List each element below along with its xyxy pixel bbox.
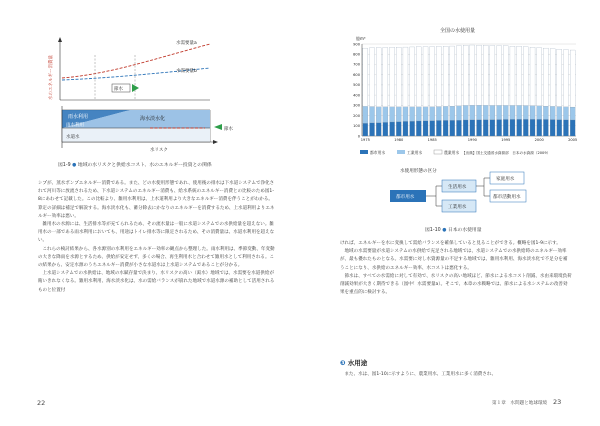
chart-bar-industry <box>470 105 475 120</box>
caption-text: 地域の水リスクと供給水コスト、水のエネルギー投資との関係 <box>77 163 212 168</box>
chart-bar-agri <box>463 45 468 105</box>
legend-swatch-city <box>360 150 368 154</box>
chart-bar-city <box>557 120 562 136</box>
right-paragraph-4: また、水は、図1-10に示すように、農業用水、工業用水に多く消費され、 <box>344 372 497 377</box>
chart-bar-city <box>503 119 508 136</box>
chart-bar-agri <box>443 46 448 106</box>
chart-bar-industry <box>416 107 421 121</box>
diagram-title: 水使用形態の区分 <box>400 169 437 174</box>
chart-bar-industry <box>477 105 482 120</box>
node-mid-bottom-label: 工業用水 <box>448 205 467 210</box>
chart-bar-agri <box>530 47 535 105</box>
right-save-arrow <box>214 124 222 130</box>
chart-bar-city <box>363 123 368 136</box>
chart-bar-city <box>450 120 455 136</box>
chart-bar-industry <box>503 105 508 119</box>
chart-bar-city <box>410 121 415 136</box>
chart-bar-agri <box>510 46 515 105</box>
x-axis-label: 水リスク <box>150 148 168 153</box>
chart-bar-industry <box>537 106 542 119</box>
chart-bar-industry <box>396 107 401 122</box>
chart-bar-city <box>570 120 575 136</box>
node-mid-top-label: 生活用水 <box>448 185 467 190</box>
chart-x-tick-label: 1990 <box>467 138 477 142</box>
chart-bar-city <box>436 120 441 136</box>
right-save-label: 節水 <box>224 127 233 132</box>
chart-bar-city <box>563 120 568 136</box>
chart-bar-industry <box>456 106 461 120</box>
caption-bullet-icon: ● <box>72 163 77 168</box>
lower-label-tap: 水道水 <box>66 135 80 140</box>
chart-x-tick-label: 1980 <box>394 138 404 142</box>
section-heading <box>340 358 367 367</box>
chart-bar-industry <box>383 107 388 123</box>
right-paragraph-1: ければ、エネルギーを水に変換して需給バランスを確保していると見ることができる。概略を図1-9に示す。 <box>340 241 561 246</box>
chart-bar-city <box>403 121 408 136</box>
caption-text: 日本の水使用量 <box>447 228 482 233</box>
chart-bar-city <box>383 122 388 136</box>
chart-y-ticks <box>353 42 361 138</box>
chart-bar-industry <box>570 107 575 120</box>
chart-bar-city <box>416 121 421 136</box>
chart-bar-agri <box>497 46 502 106</box>
chart-bar-industry <box>436 107 441 121</box>
legend-swatch-industry <box>397 150 405 154</box>
chart-bar-city <box>443 120 448 136</box>
chart-bar-industry <box>443 106 448 120</box>
demand-a-label: 水需要量a <box>176 41 197 46</box>
chart-y-tick-label: 200 <box>353 113 360 118</box>
demand-b-label: 水需要量b <box>176 69 197 74</box>
chart-bar-city <box>497 120 502 136</box>
chart-bar-industry <box>490 105 495 119</box>
chart-bar-agri <box>410 47 415 107</box>
chart-bar-city <box>470 120 475 136</box>
caption-fig-number: 図1-10 <box>425 228 441 233</box>
chart-bar-city <box>523 119 528 136</box>
chart-bar-agri <box>436 46 441 106</box>
chart-bar-agri <box>517 46 522 105</box>
left-body-text <box>38 180 276 295</box>
chart-bar-industry <box>403 107 408 122</box>
save-label: 節水 <box>114 87 123 92</box>
chart-bar-agri <box>416 47 421 107</box>
chart-bar-city <box>543 119 548 136</box>
chart-bar-agri <box>390 47 395 106</box>
chart-bar-industry <box>543 106 548 119</box>
right-last-paragraph <box>340 371 572 379</box>
left-page-number: 22 <box>37 399 46 407</box>
chart-bar-agri <box>456 46 461 106</box>
chart-bar-industry <box>376 107 381 123</box>
chart-bar-agri <box>503 46 508 106</box>
chart-bar-agri <box>423 47 428 107</box>
chart-y-tick-label: 300 <box>353 103 360 108</box>
chart-bar-agri <box>383 48 388 107</box>
chart-bar-industry <box>370 107 375 123</box>
chart-bar-industry <box>483 105 488 119</box>
node-leaf-top-label: 家庭用水 <box>496 177 515 182</box>
lower-x-arrow <box>213 140 218 144</box>
chart-bar-industry <box>563 107 568 120</box>
chart-source: 【出典】国土交通省水資源部 日本の水資源（2009） <box>462 151 551 155</box>
chart-legend <box>360 150 550 155</box>
chart-bar-industry <box>523 106 528 120</box>
chart-bar-agri <box>543 48 548 106</box>
chart-bar-agri <box>403 47 408 107</box>
chart-x-tick-label: 1985 <box>427 138 437 142</box>
chart-bars <box>363 45 575 136</box>
water-usage-chart <box>300 0 600 174</box>
right-page <box>300 0 600 426</box>
chart-bar-agri <box>537 48 542 106</box>
chart-bar-industry <box>423 107 428 121</box>
chart-bar-agri <box>483 45 488 105</box>
chart-x-tick-label: 1975 <box>360 138 370 142</box>
chart-bar-city <box>430 121 435 136</box>
figure-1-9 <box>0 0 300 175</box>
chart-bar-city <box>396 122 401 136</box>
legend-label-city: 都市用水 <box>370 150 386 155</box>
chart-y-tick-label: 0 <box>357 134 360 139</box>
chart-bar-city <box>376 123 381 136</box>
caption-fig-number: 図1-9 <box>58 163 71 168</box>
right-page-number: 23 <box>553 398 562 406</box>
chart-y-tick-label: 400 <box>353 93 360 98</box>
chart-bar-city <box>483 120 488 136</box>
chart-y-tick-label: 500 <box>353 83 360 88</box>
chart-y-tick-label: 600 <box>353 72 360 77</box>
legend-label-industry: 工業用水 <box>407 150 423 155</box>
chart-x-tick-label: 2000 <box>534 138 544 142</box>
section-title: 水用途 <box>347 359 368 367</box>
chart-y-tick-label: 800 <box>353 52 360 57</box>
left-paragraph-3: これらの検討結果から、各水源別の水利用をエネルギー効率の観点から整理した。雨水利用は、季節変動、年変動の大きな降雨を水源とするため、供給が安定せず、多くの場合、再生利用水と合わせて雑用水として利用される。この結果から、安定水源のうちエネルギー消費が小さな水道水は上水道システムであることが分かる。 <box>38 246 275 269</box>
figure-1-10-caption <box>425 226 482 233</box>
chart-bar-agri <box>396 47 401 107</box>
left-paragraph-4: 上水道システムでの水供給は、地域の水賦存量で決まり、水リスクの高い（渇水）地域では、水需要を水道供給が賄いきれなくなる。雑用水利用、海水淡水化は、水の需給バランスが崩れた地域で水道水源の補助として活用されるものと位置付 <box>38 271 275 293</box>
save-arrow <box>132 84 139 92</box>
chart-bar-city <box>390 122 395 136</box>
chart-x-tick-label: 2005 <box>568 138 578 142</box>
legend-label-agri: 農業用水 <box>444 150 460 155</box>
chart-bar-city <box>550 120 555 136</box>
chart-bar-industry <box>517 105 522 119</box>
lower-label-rain: 雨水利用 <box>66 123 84 128</box>
chart-bar-agri <box>370 48 375 107</box>
tapwater-band <box>62 128 210 142</box>
chart-bar-agri <box>563 50 568 107</box>
chart-bar-agri <box>477 45 482 105</box>
chart-y-tick-label: 100 <box>353 124 360 129</box>
right-paragraph-3: 節水は、すべての水需給に対して有効で、水リスクの高い地域ほど、節水による水コスト削減、水由来環境負荷削減効果が大きく期待できる（図中！水需要量a）。そこで、本章の水戦略では、節水による水システムの改善効果を重点的に検討する。 <box>340 273 572 296</box>
chart-bar-industry <box>410 107 415 121</box>
right-footer-chapter: 第１章 水問題と地球環境 <box>492 401 548 406</box>
chart-bar-city <box>456 120 461 136</box>
chart-x-tick-label: 1995 <box>501 138 511 142</box>
chart-bar-agri <box>363 48 368 106</box>
chart-bar-agri <box>450 46 455 106</box>
section-number-icon: ❸ <box>340 359 346 367</box>
chart-bar-industry <box>390 107 395 122</box>
node-root-label: 都市用水 <box>396 195 415 200</box>
chart-bar-industry <box>550 106 555 119</box>
left-paragraph-1: シプが、蒸水ポンプエネルギー消費である。また、どの水使用形態であれ、使用後の排水は下水道システムで浄化されて河川等に放流されるため、下水道システムのエネルギー消費も、給水系統のエネルギー消費との比較のため図1-8にあわせて記載した。この比較より、雑用水利用は、上水道利用より大きなエネルギー消費を伴うことがわかる。算定の詳細は補足で解説する。海水淡水化も、蓄分除去にかなりのエネルギーを消費するため、上水道利用よりエネルギー効率は悪い。 <box>38 181 275 219</box>
chart-bar-agri <box>490 46 495 106</box>
chart-unit-label: 億m³ <box>356 36 366 41</box>
chart-bar-city <box>530 119 535 136</box>
left-paragraph-2: 雑用水の水源には、生活排水等が充てられるため、その流水量は一般に水道システムでの水供給量を超えない。雑用水の一部である雨水利用においても、用途はトイレ排水等に限定されるため、その消費量は、水道水利用を超えない。 <box>38 222 275 244</box>
chain-label-sea: 海水淡水化 <box>140 116 166 122</box>
caption-bullet-icon: ● <box>442 228 447 233</box>
chart-bar-industry <box>530 106 535 120</box>
chart-bar-industry <box>463 105 468 120</box>
chart-bar-city <box>477 120 482 136</box>
chart-bar-city <box>510 119 515 136</box>
right-body-text <box>340 240 572 297</box>
chart-bar-agri <box>557 49 562 106</box>
chart-bar-agri <box>523 47 528 106</box>
chart-bar-industry <box>497 105 502 119</box>
upper-y-axis-arrow <box>58 37 62 42</box>
chart-bar-industry <box>430 107 435 121</box>
chart-x-ticks <box>361 138 577 142</box>
chart-bar-city <box>517 119 522 136</box>
chart-bar-city <box>423 121 428 136</box>
chart-bar-city <box>370 123 375 136</box>
chart-bar-city <box>537 119 542 136</box>
chart-bar-agri <box>430 47 435 107</box>
chart-title: 全国の水使用量 <box>440 28 476 34</box>
lower-diagram <box>62 106 233 153</box>
chain-label-rain: 雨水利用 <box>68 114 89 120</box>
chart-bar-industry <box>450 106 455 120</box>
chart-bar-industry <box>363 106 368 123</box>
chart-y-tick-label: 700 <box>353 62 360 67</box>
legend-swatch-agri <box>434 150 442 154</box>
node-leaf-bottom-label: 都市活動用水 <box>493 195 521 200</box>
chart-bar-industry <box>557 107 562 120</box>
chart-bar-city <box>463 120 468 136</box>
chart-bar-agri <box>470 45 475 105</box>
chart-bar-agri <box>550 49 555 107</box>
chart-y-tick-label: 900 <box>353 42 360 47</box>
chart-bar-agri <box>570 50 575 107</box>
figure-1-9-caption <box>58 161 212 168</box>
chart-bar-industry <box>510 105 515 119</box>
y-axis-label: 水のエネルギー消費量 <box>49 55 54 100</box>
chart-bar-city <box>490 120 495 136</box>
right-paragraph-2: 地域の水需要量が水道システムの水供給で充足される地域では、水道システムでの水供給時のエネルギー効率が、最も優れたものとなる。水需要に対し水資源量の不足する地域では、雑用水利用、海水淡水化で不足分を補うことになり、水供給のエネルギー効率、水コストは悪化する。 <box>340 249 568 271</box>
chart-bar-agri <box>376 48 381 107</box>
